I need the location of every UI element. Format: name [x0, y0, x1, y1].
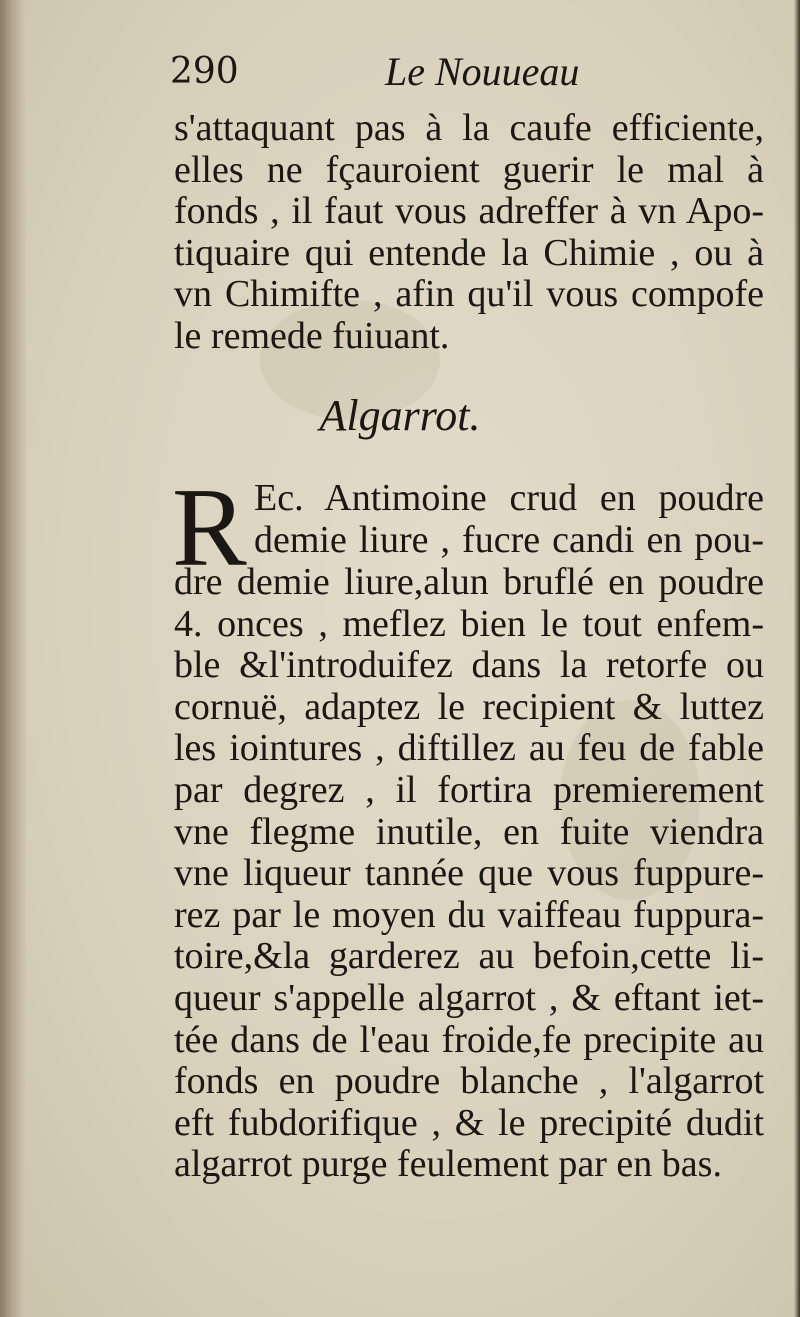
running-header	[170, 46, 630, 98]
text-line: ble &l'introduifez dans la retorfe ou	[174, 644, 764, 687]
recipe-opening	[254, 478, 764, 561]
text-line: cornuë, adaptez le recipient & luttez	[174, 685, 764, 728]
text-line: queur s'appelle algarrot , & eftant iet-	[174, 976, 764, 1019]
text-line: dre demie liure,alun bruflé en poudre	[174, 561, 764, 603]
text-line: les iointures , diftillez au feu de fable	[174, 727, 764, 770]
text-line: le remede fuiuant.	[174, 314, 450, 357]
running-title: Le Nouueau	[385, 49, 580, 94]
text-line: Ec. Antimoine crud en poudre	[254, 477, 764, 519]
text-line: elles ne fçauroient guerir le mal à	[174, 148, 764, 191]
text-line: tiquaire qui entende la Chimie , ou à	[174, 231, 764, 274]
text-line: par degrez , il fortira premierement	[174, 768, 764, 811]
text-line: tée dans de l'eau froide,fe precipite au	[174, 1018, 764, 1061]
intro-paragraph	[174, 108, 764, 358]
text-line: eft fubdorifique , & le precipité dudit	[174, 1101, 764, 1144]
page-number: 290	[170, 51, 239, 92]
text-line: 4. onces , meflez bien le tout enfem-	[174, 602, 764, 645]
book-gutter	[0, 0, 26, 1317]
text-line: vne liqueur tannée que vous fuppure-	[174, 852, 764, 895]
drop-cap: R	[172, 466, 247, 590]
text-line: demie liure , fucre candi en pou-	[254, 518, 764, 561]
text-line: rez par le moyen du vaiffeau fuppura-	[174, 893, 764, 936]
text-line: algarrot purge feulement par en bas.	[174, 1143, 722, 1186]
recipe-body	[174, 562, 764, 1186]
text-line: fonds , il faut vous adreffer à vn Apo-	[174, 190, 764, 233]
page-edge	[794, 0, 800, 1317]
text-line: toire,&la garderez au befoin,cette li-	[174, 935, 764, 978]
text-line: fonds en poudre blanche , l'algarrot	[174, 1060, 764, 1103]
section-heading: Algarrot.	[319, 391, 481, 440]
text-line: s'attaquant pas à la caufe efficiente,	[174, 107, 764, 149]
text-line: vne flegme inutile, en fuite viendra	[174, 810, 764, 853]
text-line: vn Chimifte , afin qu'il vous compofe	[174, 273, 764, 316]
